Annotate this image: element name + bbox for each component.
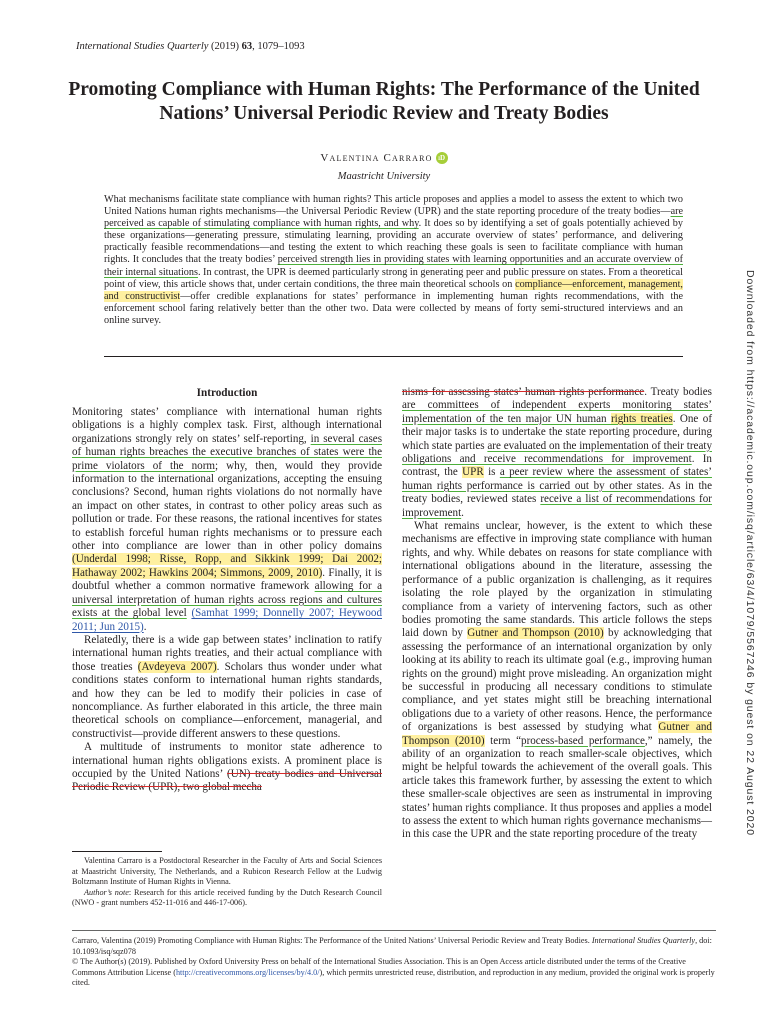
annotation-underline: are evaluated on the implementation of their treaty obligations and receive recommendations for improvement [402,439,712,466]
license-line: © The Author(s) (2019). Published by Oxford University Press on behalf of the International Studies Association. This is an Open Access article distributed under the terms of the Creative Commons Attribution License (http://creativecommons.org/licenses/by/4.0/), which permits unrestricted reuse, distribution, and reproduction in any medium, provided the original work is properly cited. [72,957,715,988]
right-column [402,386,712,842]
abstract [104,194,683,327]
annotation-highlight[interactable]: Gutner and Thompson (2010) [467,627,604,640]
citation-link[interactable]: (Samhat 1999; Donnelly 2007; Heywood 2011; Jun 2015) [72,607,383,633]
journal-pages: , 1079–1093 [252,41,305,52]
annotation-underline: allowing for a universal interpretation of human rights across regions and cultures exists at the global level [72,580,382,620]
paragraph: nisms for assessing states’ human rights performance. Treaty bodies are committees of independent experts monitoring states’ implementation of the ten major UN human rights treaties. One of their major tasks is to undertake the state reporting procedure, during which state parties are evaluated on the implementation of their treaty obligations and receive recommendations for improvement. In contrast, the UPR is a peer review where the assessment of states’ human rights performance is carried out by other states. As in the treaty bodies, reviewed states receive a list of recommendations for improvement. [402,386,713,519]
paragraph: What remains unclear, however, is the extent to which these mechanisms are effective in improving state compliance with human rights, and why. While debates on reasons for state compliance with international obligations abound in the literature, assessing the performance of a public organization is challenging, as it requires isolating the role played by the organization in stimulating compliance from a variety of intervening factors, such as other bodies promoting the same standards. This article follows the steps laid down by Gutner and Thompson (2010) by acknowledging that assessing the performance of an international organization by only looking at its ability to reach its ultimate goal (e.g., improving human rights on the ground) might prove misleading. An organization might be successful in producing all necessary conditions to stimulate compliance, and yet states might still be breaching international obligations due to a variety of other reasons. Hence, the performance of organizations is best assessed by studying what Gutner and Thompson (2010) term “process-based performance,” namely, the ability of an organization to reach smaller-scale objectives, which might be helpful towards the achievement of the overall goals. This article takes this framework further, by assessing the extent to which these smaller-scale objectives are seen as instrumental in improving states’ human rights compliance. It thus proposes and applies a model to assess the extent to which human rights governance mechanisms—in this case the UPR and the state reporting procedure of the treaty [402,520,713,841]
abstract-text: What mechanisms facilitate state compliance with human rights? This article proposes and applies a model to assess the extent to which two United Nations human rights mechanisms—the Universal Periodic Review (UPR) and the state reporting procedure of the treaty bodies— [104,194,683,218]
author-affiliation: Maastricht University [337,171,431,182]
journal-header [76,41,305,52]
annotation-highlight: compliance—enforcement, management, and constructivist [104,278,683,302]
annotation-underline: process-based performance [521,734,645,747]
download-watermark: Downloaded from https://academic.oup.com/isq/article/63/4/1079/5567246 by guest on 22 August 2020 [744,270,756,836]
annotation-underline: in several cases of human rights breaches the executive branches of states were the prime violators of the norm [72,432,383,472]
annotation-highlight[interactable]: Gutner and Thompson (2010) [402,721,712,747]
abstract-text: . It does so by identifying a set of goals potentially achieved by these organizations—generating pressure, stimulating learning, providing an accurate overview of states’ performance, and delivering practically feasible recommendations—and testing the extent to which reaching these goals is seen to facilitate compliance with human rights. It concludes that the treaty bodies’ [104,218,683,266]
abstract-text: . In contrast, the UPR is deemed particularly strong in generating peer and public pressure on states. From a theoretical point of view, this article shows that, under certain conditions, the three main theoretical schools on [104,266,683,290]
author-name[interactable]: Valentina Carraro [320,152,433,164]
annotation-strikethrough: nisms for assessing states’ human rights performance [402,386,645,398]
citation-block [72,936,716,989]
paragraph: Monitoring states’ compliance with international human rights obligations is a highly complex task. First, although international organizations strongly rely on states’ self-reporting, in several cases of human rights breaches the executive branches of states were the prime violators of the norm; why, then, would they provide information to the international organizations, accepting the ensuing conclusions? Second, human rights violations do not normally have an impact on other states, in contrast to other policy areas such as pollution or trade. For these reasons, the rational incentives for states to establish forceful human rights mechanisms or to pressure each other into compliance are lower than in other policy domains (Underdal 1998; Risse, Ropp, and Sikkink 1999; Dai 2002; Hathaway 2002; Hawkins 2004; Simmons, 2009, 2010). Finally, it is doubtful whether a common normative framework allowing for a universal interpretation of human rights across regions and cultures exists at the global level (Samhat 1999; Donnelly 2007; Heywood 2011; Jun 2015). [72,406,383,633]
annotation-underline: are committees of independent experts monitoring states’ implementation of the ten major UN human [402,399,712,425]
annotation-strikethrough: (UN) treaty bodies and Universal Periodic Review (UPR), two global mecha [72,767,382,794]
annotation-underline: perceived strength lies in providing states with learning opportunities and an accurate overview of their internal situations [104,254,683,278]
journal-name: International Studies Quarterly [76,41,209,52]
annotation-highlight[interactable]: (Avdeyeva 2007) [137,660,217,673]
citation-line: Carraro, Valentina (2019) Promoting Compliance with Human Rights: The Performance of the United Nations’ Universal Periodic Review and Treaty Bodies. International Studies Quarterly, doi: 10.1093/isq/sqz078 [72,936,712,956]
footnote-note: Author’s note: Research for this article received funding by the Dutch Research Council (NWO - grant numbers 452-11-016 and 446-17-006). [72,887,383,908]
abstract-text: —offer credible explanations for states’ performance in implementing human rights recommendations, with the enforcement school faring relatively better than the other two. Data were collected by means of forty semi-structured interviews and an online survey. [104,290,683,326]
annotation-underline: are perceived as capable of stimulating compliance with human rights, and why [104,206,683,230]
article-title: Promoting Compliance with Human Rights: The Performance of the United Nations’ Universal Periodic Review and Treaty Bodies [68,79,700,124]
annotation-highlight[interactable]: (Underdal 1998; Risse, Ropp, and Sikkink 1999; Dai 2002; Hathaway 2002; Hawkins 2004; Simmons, 2009, 2010) [72,553,382,579]
annotation-underline: receive a list of recommendations for improvement [402,493,712,519]
footnote-bio: Valentina Carraro is a Postdoctoral Researcher in the Faculty of Arts and Social Sciences at Maastricht University, The Netherlands, and a Rubicon Research Fellow at the Ludwig Boltzmann Institute of Human Rights in Vienna. [72,856,382,887]
annotation-highlight: rights treaties [610,412,673,425]
left-column [72,406,382,795]
journal-year: (2019) [211,41,240,52]
author-footnote [72,856,382,909]
annotation-underline: a peer review where the assessment of states’ human rights performance is carried out by other states [402,466,712,492]
footnote-divider [72,851,162,852]
annotation-highlight: UPR [462,466,484,479]
abstract-divider [104,356,683,357]
citation-divider [72,930,716,931]
journal-volume: 63 [241,41,253,52]
license-link[interactable]: http://creativecommons.org/licenses/by/4.0/ [175,967,320,977]
section-heading: Introduction [196,387,258,399]
paragraph: A multitude of instruments to monitor state adherence to international human rights obligations exists. A prominent place is occupied by the United Nations’ (UN) treaty bodies and Universal Periodic Review (UPR), two global mecha [72,741,382,794]
orcid-icon[interactable]: iD [436,152,448,164]
paragraph: Relatedly, there is a wide gap between states’ inclination to ratify international human rights treaties, and their actual compliance with those treaties (Avdeyeva 2007). Scholars thus wonder under what conditions states conform to international human rights standards, and how they can be led to modify their policies in case of noncompliance. As further elaborated in this article, the three main theoretical schools on compliance—enforcement, managerial, and constructivist—provide different answers to these questions. [72,633,383,740]
author-line [0,152,768,164]
